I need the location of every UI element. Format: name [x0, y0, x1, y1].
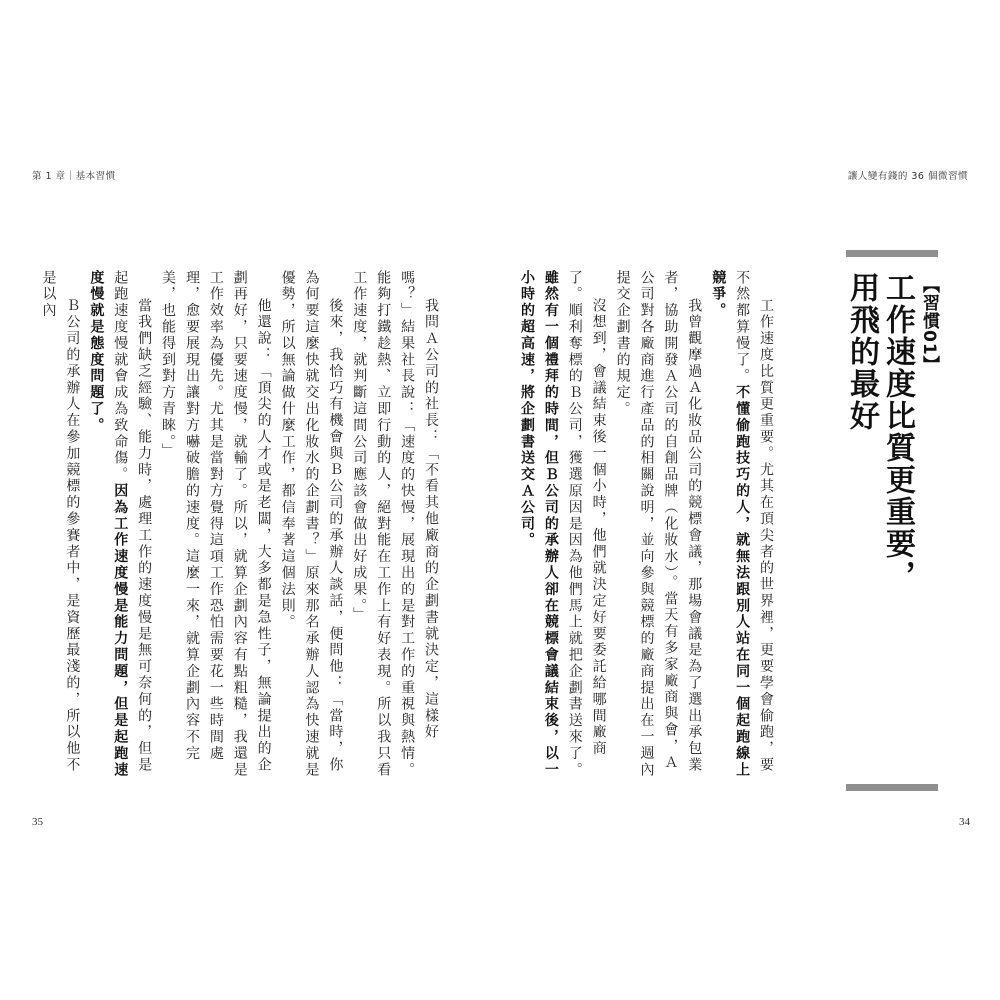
- paragraph: 他還說：「頂尖的人才或是老闆，大多都是急性子，無論提出的企劃再好，只要速度慢，就輸了。所以，就算企劃內容有點粗糙，我還是工作效率為優先。尤其是當對方覺得這項工作恐怕需要花一些時間處理，愈要展現出讓對方嚇破膽的速度。這麼一來，就算企劃內容不完美，也能得到對方青睞。」: [160, 270, 272, 779]
- paragraph-text: 沒想到，會議結束後一個小時，他們就決定好要委託給哪間廠商了。順利奪標的Ｂ公司，獲選原因是因為他們馬上就把企劃書送來了。: [566, 270, 607, 779]
- paragraph: [83, 270, 155, 780]
- paragraph: [705, 270, 777, 780]
- headline-line-1: 工作速度比質更重要，: [880, 272, 915, 592]
- emphasis-text: 雖然有一個禮拜的時間，但Ｂ公司的承辦人卻在競標會議結束後，以一小時的超高速，將企劃書送交Ａ公司。: [518, 270, 559, 779]
- habit-number: 習慣01: [919, 294, 939, 356]
- emphasis-text: 不懂偷跑技巧的人，就無法跟別人站在同一個起跑線上競爭。: [710, 270, 751, 779]
- paragraph: 我曾觀摩過Ａ化妝品公司的競標會議，那場會議是為了選出承包業者，協助開發Ａ公司的自創品牌（化妝水）。當天有多家廠商與會，Ａ公司對各廠商進行產品的相關說明，並向參與競標的廠商提出在一週內提交企劃書的規定。: [614, 270, 703, 779]
- page-number-left: 35: [32, 816, 43, 828]
- page-number-right: 34: [959, 816, 970, 828]
- left-page-body: [40, 270, 442, 780]
- bracket-open: 【: [919, 276, 939, 294]
- right-page-body: [518, 270, 777, 780]
- headline-line-2: 用飛的最好: [844, 272, 879, 432]
- running-head-book-title: 讓人變有錢的 36 個微習慣: [847, 171, 968, 182]
- paragraph: [514, 270, 610, 780]
- paragraph: 後來，我恰巧有機會與Ｂ公司的承辦人談話，便問他：「當時，你為何要這麼快就交出化妝水的企劃書？」原來那名承辦人認為快速就是優勢，所以無論做什麼工作，都信奉著這個法則。: [279, 270, 344, 779]
- paragraph: 我問Ａ公司的社長：「不看其他廠商的企劃書就決定，這樣好嗎？」結果社長說：「速度的快慢，展現出的是對工作的重視與熱情。能夠打鐵趁熱、立即行動的人，絕對能在工作上有好表現。所以我只看工作速度，就判斷這間公司應該會做出好成果。」: [351, 270, 439, 779]
- title-rule-top: [846, 250, 938, 257]
- emphasis-text: 因為工作速度慢是能力問題，但是起跑速度慢就是態度問題了。: [88, 270, 129, 779]
- title-rule-bottom: [846, 784, 938, 791]
- paragraph: Ｂ公司的承辦人在參加競標的參賽者中，是資歷最淺的，所以他不是以內: [40, 270, 81, 774]
- habit-number-label: [915, 272, 943, 777]
- chapter-title-block: [843, 272, 943, 777]
- paragraph-text: 當我們缺乏經驗、能力時，處理工作的速度慢是無可奈何的，但是起跑速度慢就會成為致命傷。: [112, 270, 153, 774]
- bracket-close: 】: [919, 355, 939, 374]
- running-head-chapter: 第 1 章｜基本習慣: [32, 171, 116, 182]
- paragraph-text: 工作速度比質更重要。尤其在頂尖者的世界裡，更要學會偷跑，要不然都算慢了。: [734, 270, 774, 774]
